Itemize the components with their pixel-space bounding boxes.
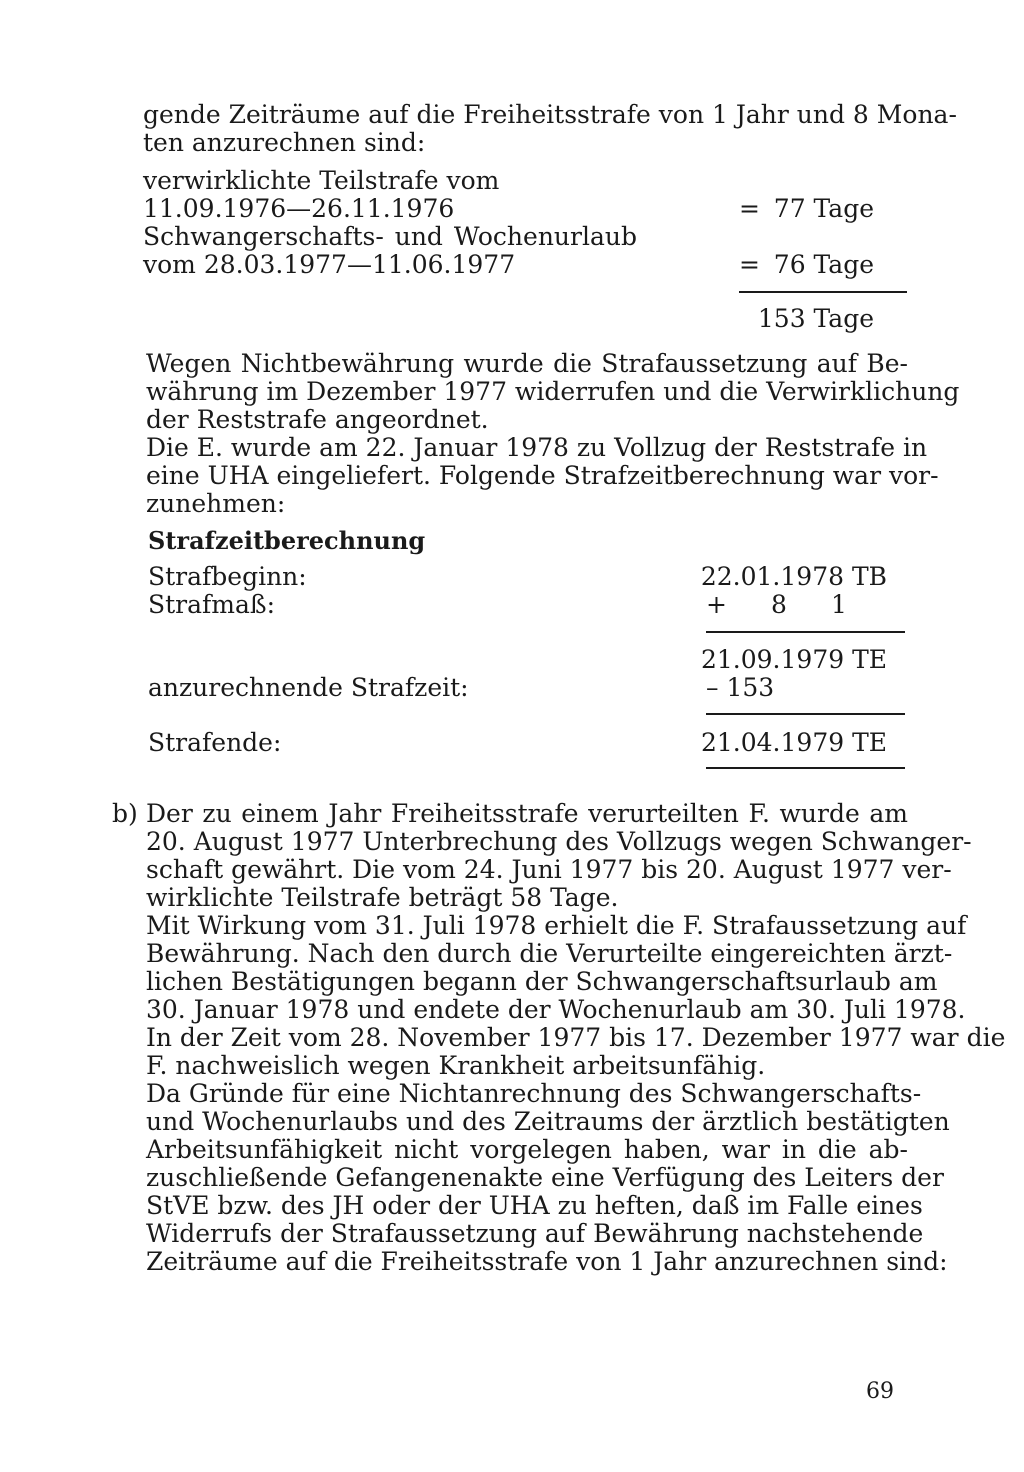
calc-label: verwirklichte Teilstrafe vom [143, 166, 500, 195]
list-marker: b) [112, 799, 138, 828]
strafende-label: Strafende: [148, 728, 282, 757]
sum-rule [706, 631, 905, 633]
section-heading: Strafzeitberechnung [148, 526, 426, 555]
text-line: Der zu einem Jahr Freiheitsstrafe verurteilten F. wurde am [146, 799, 908, 828]
text-line: zuschließende Gefangenenakte eine Verfügung des Leiters der [146, 1163, 944, 1192]
strafmass-months: 8 [771, 590, 787, 619]
strafmass-label: Strafmaß: [148, 590, 276, 619]
zwischen-value: 21.09.1979 TE [700, 645, 887, 674]
sum-rule [739, 291, 907, 293]
calc-value: 77 Tage [773, 194, 874, 223]
strafmass-years: 1 [831, 590, 847, 619]
text-line: der Reststrafe angeordnet. [146, 405, 489, 434]
calc-label: Schwangerschafts- und Wochenurlaub [143, 222, 637, 251]
calc-value: 76 Tage [773, 250, 874, 279]
sum-double-rule [706, 767, 905, 769]
text-line: währung im Dezember 1977 widerrufen und die Verwirklichung [146, 377, 960, 406]
strafbeginn-value: 22.01.1978 TB [700, 562, 887, 591]
text-line: In der Zeit vom 28. November 1977 bis 17. Dezember 1977 war die [146, 1023, 1006, 1052]
anrechnung-value: – 153 [706, 673, 775, 702]
text-line: ten anzurechnen sind: [143, 128, 426, 157]
text-line: Widerrufs der Strafaussetzung auf Bewährung nachstehende [146, 1219, 924, 1248]
text-line: Da Gründe für eine Nichtanrechnung des Schwangerschafts- [146, 1079, 922, 1108]
text-line: StVE bzw. des JH oder der UHA zu heften, daß im Falle eines [146, 1191, 923, 1220]
text-line: Zeiträume auf die Freiheitsstrafe von 1 Jahr anzurechnen sind: [146, 1247, 948, 1276]
text-line: Bewährung. Nach den durch die Verurteilte eingereichten ärzt- [146, 939, 953, 968]
text-line: gende Zeiträume auf die Freiheitsstrafe von 1 Jahr und 8 Mona- [143, 100, 957, 129]
page-number: 69 [866, 1379, 894, 1404]
text-line: zunehmen: [146, 489, 286, 518]
text-line: 30. Januar 1978 und endete der Wochenurlaub am 30. Juli 1978. [146, 995, 966, 1024]
calc-total: 153 Tage [757, 304, 874, 333]
calc-dates: vom 28.03.1977—11.06.1977 [143, 250, 516, 279]
text-line: und Wochenurlaubs und des Zeitraums der ärztlich bestätigten [146, 1107, 950, 1136]
sum-rule [706, 713, 905, 715]
calc-equals: = [739, 250, 760, 279]
text-line: schaft gewährt. Die vom 24. Juni 1977 bis 20. August 1977 ver- [146, 855, 952, 884]
strafende-value: 21.04.1979 TE [700, 728, 887, 757]
anrechnung-label: anzurechnende Strafzeit: [148, 673, 469, 702]
text-line: Mit Wirkung vom 31. Juli 1978 erhielt die F. Strafaussetzung auf [146, 911, 967, 940]
text-line: Wegen Nichtbewährung wurde die Strafaussetzung auf Be- [146, 349, 908, 378]
text-line: Die E. wurde am 22. Januar 1978 zu Vollzug der Reststrafe in [146, 433, 928, 462]
text-line: wirklichte Teilstrafe beträgt 58 Tage. [146, 883, 619, 912]
calc-dates: 11.09.1976—26.11.1976 [143, 194, 455, 223]
text-line: F. nachweislich wegen Krankheit arbeitsunfähig. [146, 1051, 766, 1080]
text-line: Arbeitsunfähigkeit nicht vorgelegen haben, war in die ab- [146, 1135, 908, 1164]
text-line: lichen Bestätigungen begann der Schwangerschaftsurlaub am [146, 967, 938, 996]
strafbeginn-label: Strafbeginn: [148, 562, 307, 591]
strafmass-plus: + [706, 590, 727, 619]
text-line: 20. August 1977 Unterbrechung des Vollzugs wegen Schwanger- [146, 827, 972, 856]
text-line: eine UHA eingeliefert. Folgende Strafzeitberechnung war vor- [146, 461, 939, 490]
calc-equals: = [739, 194, 760, 223]
